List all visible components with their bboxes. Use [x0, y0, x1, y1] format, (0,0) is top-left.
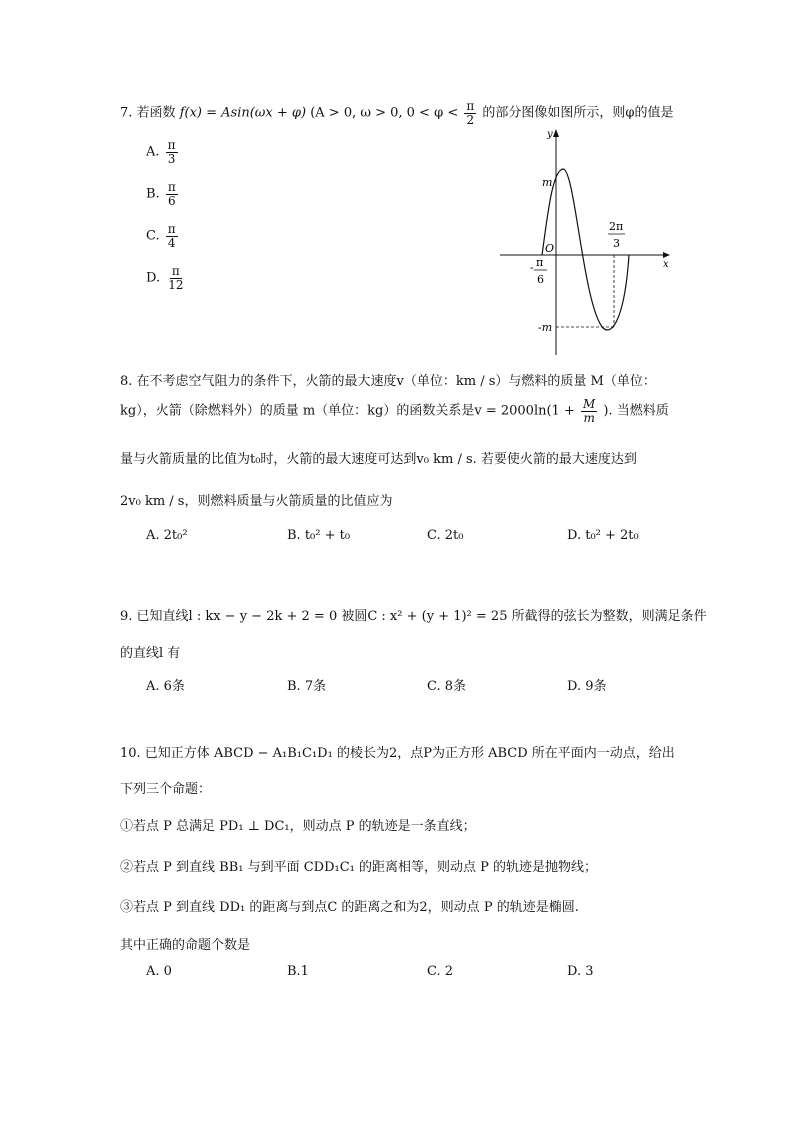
q9-option-c[interactable]: C. 8条	[427, 679, 467, 694]
q7-option-a-letter: A.	[146, 144, 160, 160]
q8-line-2	[120, 398, 669, 424]
y-axis-arrow	[553, 129, 559, 137]
q7-sine-graph	[495, 125, 675, 360]
q8-line-2-prefix: kg），火箭（除燃料外）的质量 m（单位：kg）的函数关系是v = 2000ln(1 +	[120, 403, 575, 419]
q7-option-b[interactable]	[146, 181, 180, 207]
q7-option-d[interactable]	[146, 265, 188, 291]
label-left-num: π	[536, 256, 544, 269]
origin-label: O	[545, 242, 555, 255]
q9-line-2: 的直线l 有	[120, 646, 181, 661]
q10-line-2: 下列三个命题：	[120, 782, 212, 797]
q7-suffix: 的部分图像如图所示，则φ的值是	[482, 105, 674, 121]
q7-cond-frac-num: π	[466, 99, 475, 113]
q7-option-c-letter: C.	[146, 228, 160, 244]
q10-line-1: 10. 已知正方体 ABCD − A₁B₁C₁D₁ 的棱长为2，点P为正方形 ABCD 所在平面内一动点，给出	[120, 746, 675, 761]
q7-formula: f(x) = Asin(ωx + φ)	[179, 105, 307, 121]
q7-option-d-den: 12	[168, 277, 184, 292]
label-right-den: 3	[613, 237, 620, 250]
q10-item-1: ①若点 P 总满足 PD₁ ⊥ DC₁，则动点 P 的轨迹是一条直线；	[120, 819, 476, 834]
q8-option-c[interactable]: C. 2t₀	[427, 528, 464, 543]
q10-option-d[interactable]: D. 3	[567, 964, 594, 979]
q10-item-3: ③若点 P 到直线 DD₁ 的距离与到点C 的距离之和为2，则动点 P 的轨迹是椭圆.	[120, 900, 579, 915]
q8-frac-den: m	[583, 410, 595, 425]
q10-option-b[interactable]: B.1	[287, 964, 309, 979]
q7-cond-frac-den: 2	[466, 112, 475, 127]
q8-line-2-suffix: ). 当燃料质	[603, 403, 669, 419]
label-neg-m: -m	[538, 321, 553, 334]
q8-option-b[interactable]: B. t₀² + t₀	[287, 528, 351, 543]
q8-frac-num: M	[582, 397, 596, 411]
q7-prefix: 7. 若函数	[120, 105, 176, 121]
q7-option-c-num: π	[167, 222, 176, 236]
q7-option-c[interactable]	[146, 223, 180, 249]
q9-option-b[interactable]: B. 7条	[287, 679, 327, 694]
q7-option-b-letter: B.	[146, 186, 160, 202]
y-axis-label: y	[547, 129, 553, 140]
q10-option-a[interactable]: A. 0	[146, 964, 172, 979]
q10-option-c[interactable]: C. 2	[427, 964, 454, 979]
label-left-den: 6	[537, 273, 544, 286]
q9-option-a[interactable]: A. 6条	[146, 679, 185, 694]
q7-option-b-num: π	[167, 180, 176, 194]
q9-option-d[interactable]: D. 9条	[567, 679, 607, 694]
q8-line-1: 8. 在不考虑空气阻力的条件下，火箭的最大速度v（单位：km / s）与燃料的质量 M（单位：	[120, 374, 656, 389]
q7-option-a-den: 3	[167, 151, 176, 166]
q8-option-a[interactable]: A. 2t₀²	[146, 528, 188, 543]
q8-line-3: 量与火箭质量的比值为t₀时，火箭的最大速度可达到v₀ km / s. 若要使火箭的最大速度达到	[120, 452, 637, 467]
q7-option-a-num: π	[167, 138, 176, 152]
q7-option-d-letter: D.	[146, 270, 161, 286]
q8-option-d[interactable]: D. t₀² + 2t₀	[567, 528, 639, 543]
label-right-num: 2π	[609, 220, 624, 233]
q7-option-c-den: 4	[167, 235, 176, 250]
q7-cond-fraction	[464, 100, 476, 126]
q10-item-2: ②若点 P 到直线 BB₁ 与到平面 CDD₁C₁ 的距离相等，则动点 P 的轨迹是抛物线；	[120, 860, 598, 875]
q7-option-a[interactable]	[146, 139, 180, 165]
x-axis-label: x	[663, 259, 669, 270]
label-m: m	[542, 176, 553, 189]
q7-option-b-den: 6	[167, 193, 176, 208]
x-axis-arrow	[663, 252, 670, 258]
q7-option-d-num: π	[171, 264, 180, 278]
q9-line-1: 9. 已知直线l : kx − y − 2k + 2 = 0 被圆C : x² + (y + 1)² = 25 所截得的弦长为整数，则满足条件	[120, 609, 707, 624]
q8-line-4: 2v₀ km / s，则燃料质量与火箭质量的比值应为	[120, 494, 393, 509]
label-left-sign: -	[530, 261, 534, 274]
q10-line-last: 其中正确的命题个数是	[120, 938, 251, 953]
q8-fraction	[581, 398, 597, 424]
q7-stem	[120, 100, 674, 126]
q7-conditions: (A > 0, ω > 0, 0 < φ <	[310, 105, 459, 121]
